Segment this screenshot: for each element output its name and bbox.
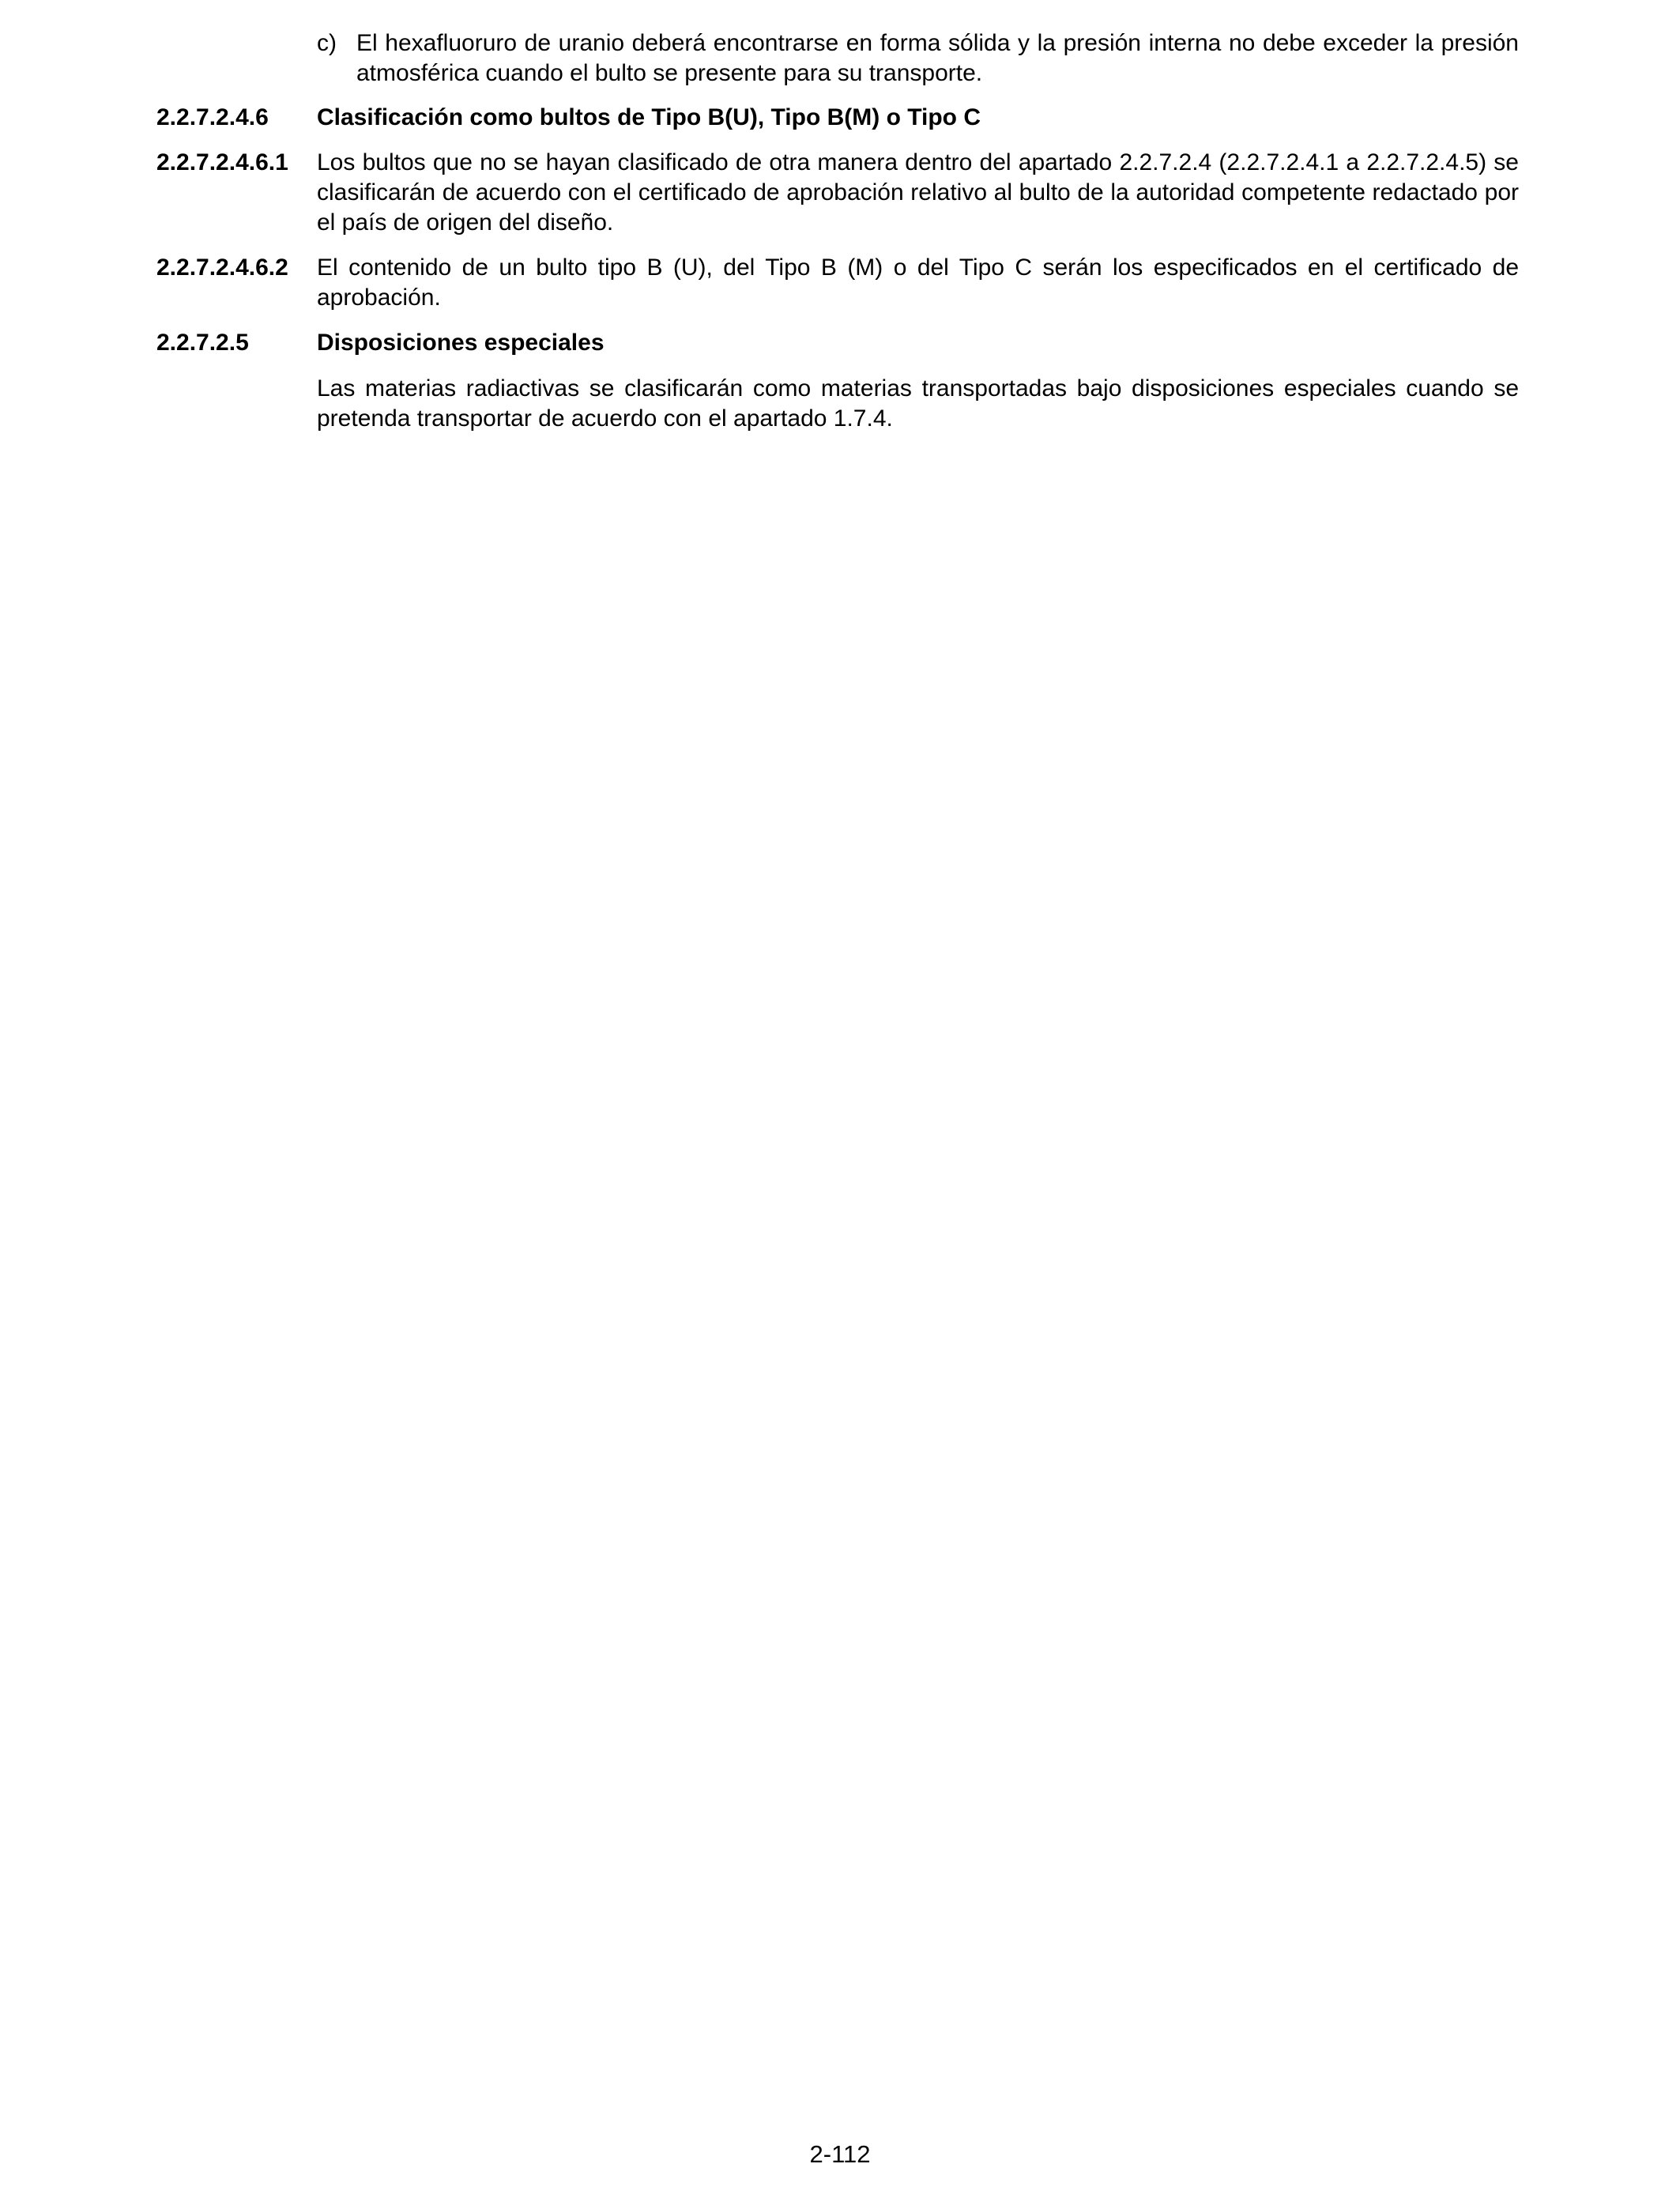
list-item-c-row [156, 28, 1519, 89]
section-paragraph: Las materias radiactivas se clasificarán como materias transportadas bajo disposiciones especiales cuando se pretenda transportar de acuerdo con el apartado 1.7.4. [317, 375, 1519, 432]
page-number: 2-112 [809, 2140, 871, 2168]
section-2-2-7-2-5 [156, 328, 1519, 358]
section-number: 2.2.7.2.5 [156, 330, 249, 356]
list-item [317, 28, 1519, 89]
section-number: 2.2.7.2.4.6.2 [156, 254, 288, 281]
section-heading: Disposiciones especiales [317, 330, 605, 356]
section-paragraph: El contenido de un bulto tipo B (U), del Tipo B (M) o del Tipo C serán los especificados en el certificado de aprobación. [317, 254, 1519, 311]
list-item-text: El hexafluoruro de uranio deberá encontrarse en forma sólida y la presión interna no debe exceder la presión atmosférica cuando el bulto se presente para su transporte. [356, 30, 1519, 86]
section-2-2-7-2-4-6-2 [156, 253, 1519, 313]
document-body [156, 28, 1519, 434]
section-number: 2.2.7.2.4.6.1 [156, 149, 288, 175]
section-2-2-7-2-4-6 [156, 103, 1519, 133]
list-item-c [317, 28, 1519, 89]
section-2-2-7-2-4-6-1 [156, 148, 1519, 238]
section-heading: Clasificación como bultos de Tipo B(U), Tipo B(M) o Tipo C [317, 104, 981, 130]
section-paragraph: Los bultos que no se hayan clasificado de otra manera dentro del apartado 2.2.7.2.4 (2.2.7.2.4.1 a 2.2.7.2.4.5) se clasificarán de acuerdo con el certificado de aprobación relativo al bulto de la autoridad competente redactado por el país de origen del diseño. [317, 149, 1519, 236]
section-2-2-7-2-5-paragraph [156, 374, 1519, 434]
list-item-label: c) [317, 30, 337, 56]
section-number: 2.2.7.2.4.6 [156, 104, 269, 130]
